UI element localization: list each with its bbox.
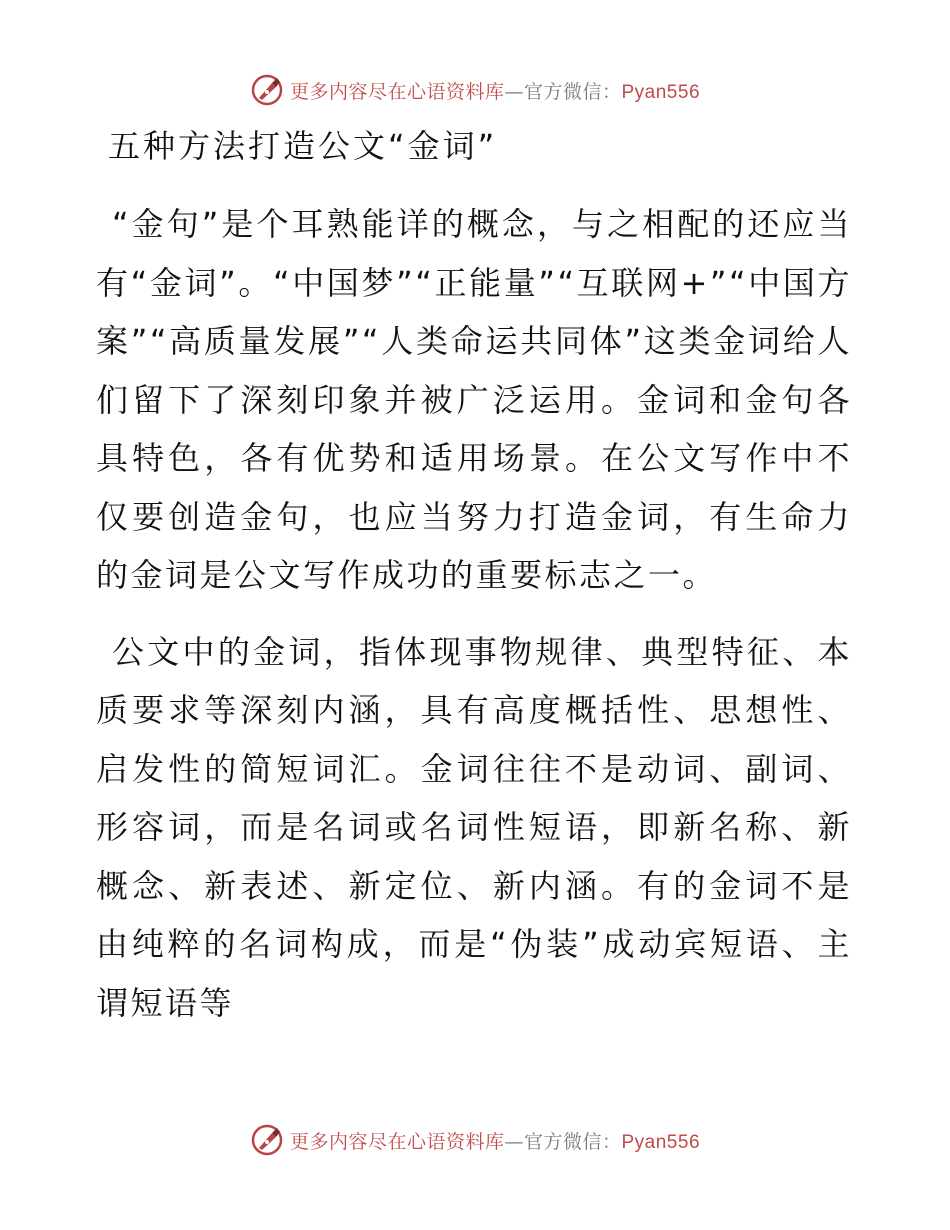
paragraph-1: “金句”是个耳熟能详的概念，与之相配的还应当有“金词”。“中国梦”“正能量”“互联网+”“中国方案”“高质量发展”“人类命运共同体”这类金词给人们留下了深刻印象并被广泛运用。金词和金句各具特色，各有优势和适用场景。在公文写作中不仅要创造金句，也应当努力打造金词，有生命力的金词是公文写作成功的重要标志之一。 xyxy=(96,205,852,594)
pen-nib-icon xyxy=(250,1123,284,1157)
banner-text xyxy=(290,1127,700,1154)
banner-main-text: 更多内容尽在心语资料库 xyxy=(289,1130,505,1153)
banner-wechat-id: Pyan556 xyxy=(621,1131,701,1153)
pen-nib-icon xyxy=(250,73,284,107)
banner-main-text: 更多内容尽在心语资料库 xyxy=(289,80,505,103)
banner-content xyxy=(250,1123,700,1157)
banner-content xyxy=(250,73,700,107)
document-body xyxy=(96,195,852,1050)
banner-text xyxy=(290,77,700,104)
document-title: 五种方法打造公文“金词” xyxy=(108,127,498,165)
banner-wechat-id: Pyan556 xyxy=(621,81,701,103)
header-banner xyxy=(0,70,950,110)
banner-official-text: —官方微信： xyxy=(504,1130,622,1153)
footer-banner xyxy=(0,1120,950,1160)
paragraph-2: 公文中的金词，指体现事物规律、典型特征、本质要求等深刻内涵，具有高度概括性、思想性、启发性的简短词汇。金词往往不是动词、副词、形容词，而是名词或名词性短语，即新名称、新概念、新表述、新定位、新内涵。有的金词不是由纯粹的名词构成，而是“伪装”成动宾短语、主谓短语等 xyxy=(96,632,852,1022)
banner-official-text: —官方微信： xyxy=(504,80,622,103)
